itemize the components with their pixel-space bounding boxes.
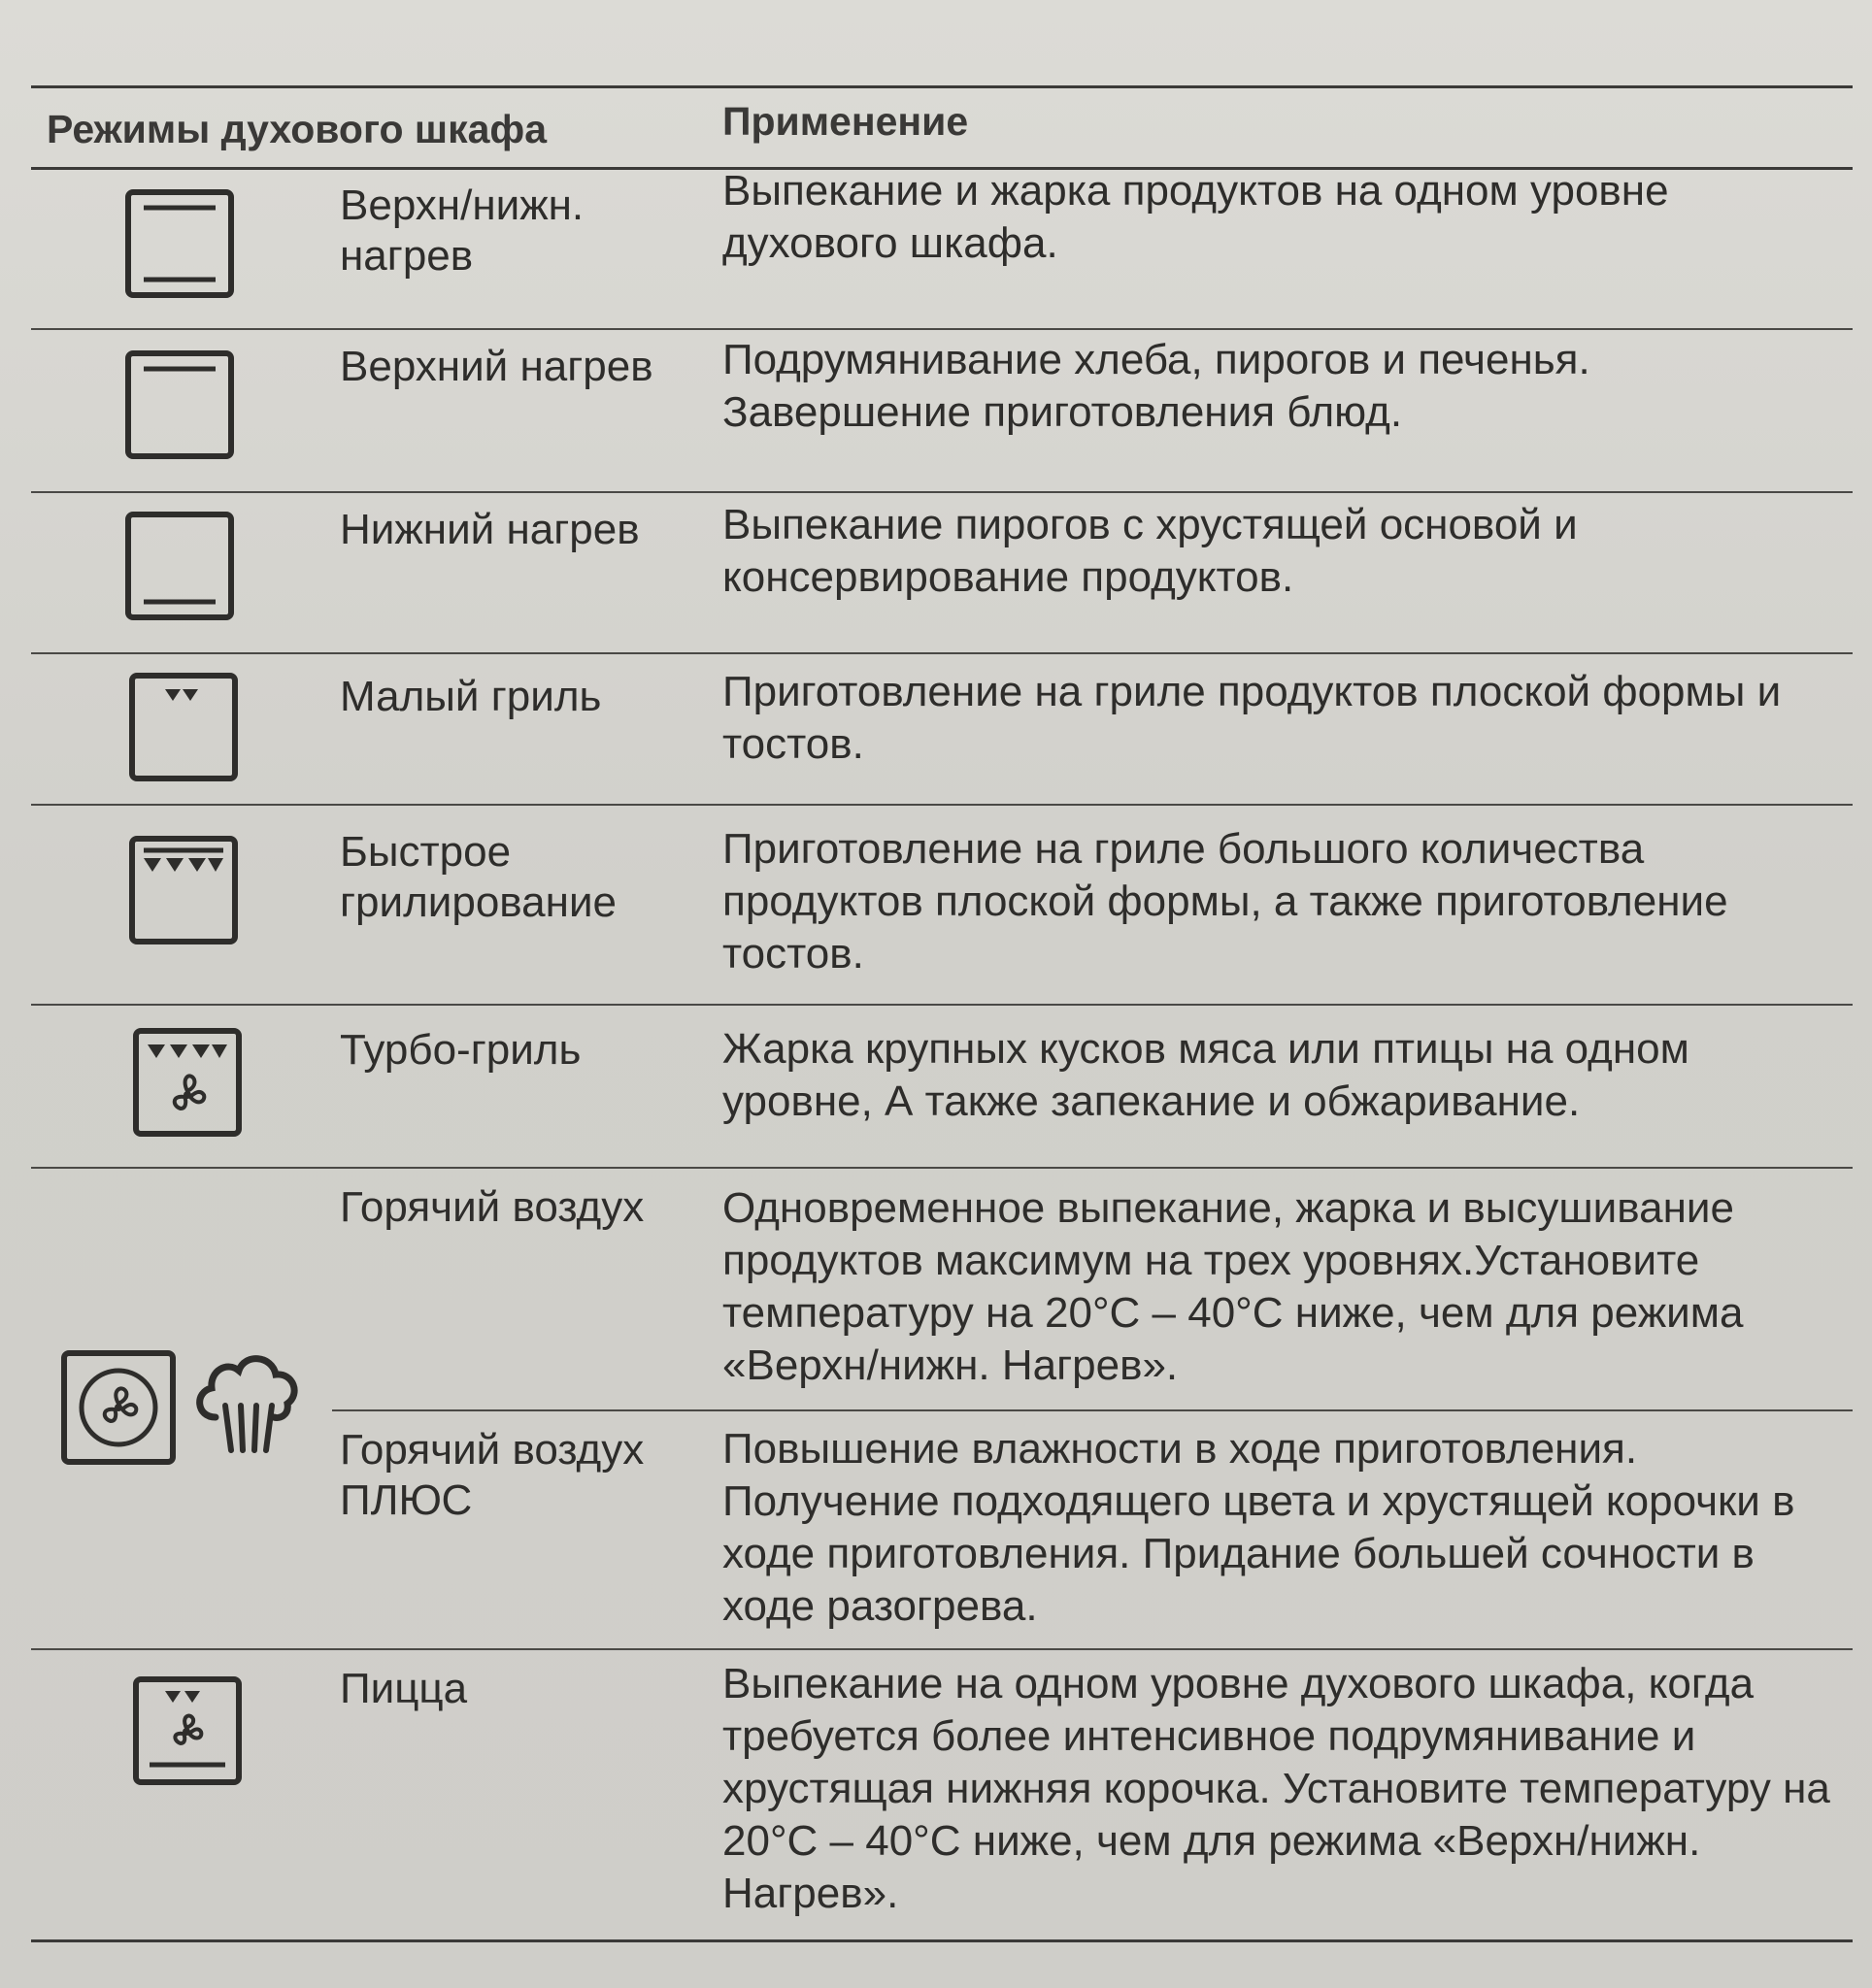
small-grill-icon	[126, 670, 243, 791]
top-bottom-heat-icon	[122, 186, 239, 308]
oven-modes-table	[31, 85, 1853, 1949]
mode-name: Быстрое грилирование	[340, 828, 617, 926]
row-divider	[31, 328, 1853, 330]
mode-name: Верхн/нижн. нагрев	[340, 182, 585, 280]
header-modes: Режимы духового шкафа	[47, 107, 548, 151]
row-divider	[31, 491, 1853, 493]
mode-name: Пицца	[340, 1665, 468, 1712]
fast-grill-icon	[126, 833, 243, 954]
mode-name: Малый гриль	[340, 673, 602, 720]
steam-cloud-icon	[183, 1338, 309, 1469]
mode-use: Повышение влажности в ходе приготовления. Получение подходящего цвета и хрустящей корочки в ходе приготовления. Придание большей сочности в ходе разогрева.	[722, 1425, 1795, 1630]
bottom-heat-icon	[122, 509, 239, 630]
mode-use: Приготовление на гриле большого количества продуктов плоской формы, а также приготовление тостов.	[722, 825, 1728, 977]
mode-use: Жарка крупных кусков мяса или птицы на одном уровне, А также запекание и обжаривание.	[722, 1025, 1689, 1125]
mode-use: Подрумянивание хлеба, пирогов и печенья. Завершение приготовления блюд.	[722, 336, 1590, 436]
mode-name: Турбо-гриль	[340, 1026, 582, 1074]
mode-use: Одновременное выпекание, жарка и высушивание продуктов максимум на трех уровнях.Установите температуру на 20°C – 40°C ниже, чем для режима «Верхн/нижн. Нагрев».	[722, 1184, 1744, 1389]
table-top-border	[31, 85, 1853, 88]
mode-name: Нижний нагрев	[340, 506, 640, 553]
mode-name: Горячий воздух	[340, 1183, 645, 1231]
mode-name: Горячий воздух ПЛЮС	[340, 1426, 645, 1524]
mode-use: Выпекание на одном уровне духового шкафа, когда требуется более интенсивное подрумянивание и хрустящая нижняя корочка. Установите температуру на 20°C – 40°C ниже, чем для режима «Верхн/нижн. Нагрев».	[722, 1660, 1830, 1917]
row-divider	[31, 1648, 1853, 1650]
row-divider	[31, 1167, 1853, 1169]
mode-use: Выпекание пирогов с хрустящей основой и консервирование продуктов.	[722, 501, 1578, 601]
mode-use: Приготовление на гриле продуктов плоской формы и тостов.	[722, 668, 1782, 768]
table-bottom-border	[31, 1939, 1853, 1942]
hot-air-icon	[58, 1347, 179, 1473]
mode-use: Выпекание и жарка продуктов на одном уровне духового шкафа.	[722, 167, 1669, 267]
turbo-grill-icon	[130, 1025, 247, 1146]
mode-name: Верхний нагрев	[340, 343, 653, 390]
row-divider-partial	[332, 1409, 1853, 1411]
row-divider	[31, 804, 1853, 806]
top-heat-icon	[122, 348, 239, 469]
header-use: Применение	[722, 99, 969, 144]
row-divider	[31, 1004, 1853, 1006]
row-divider	[31, 652, 1853, 654]
pizza-mode-icon	[130, 1673, 247, 1795]
